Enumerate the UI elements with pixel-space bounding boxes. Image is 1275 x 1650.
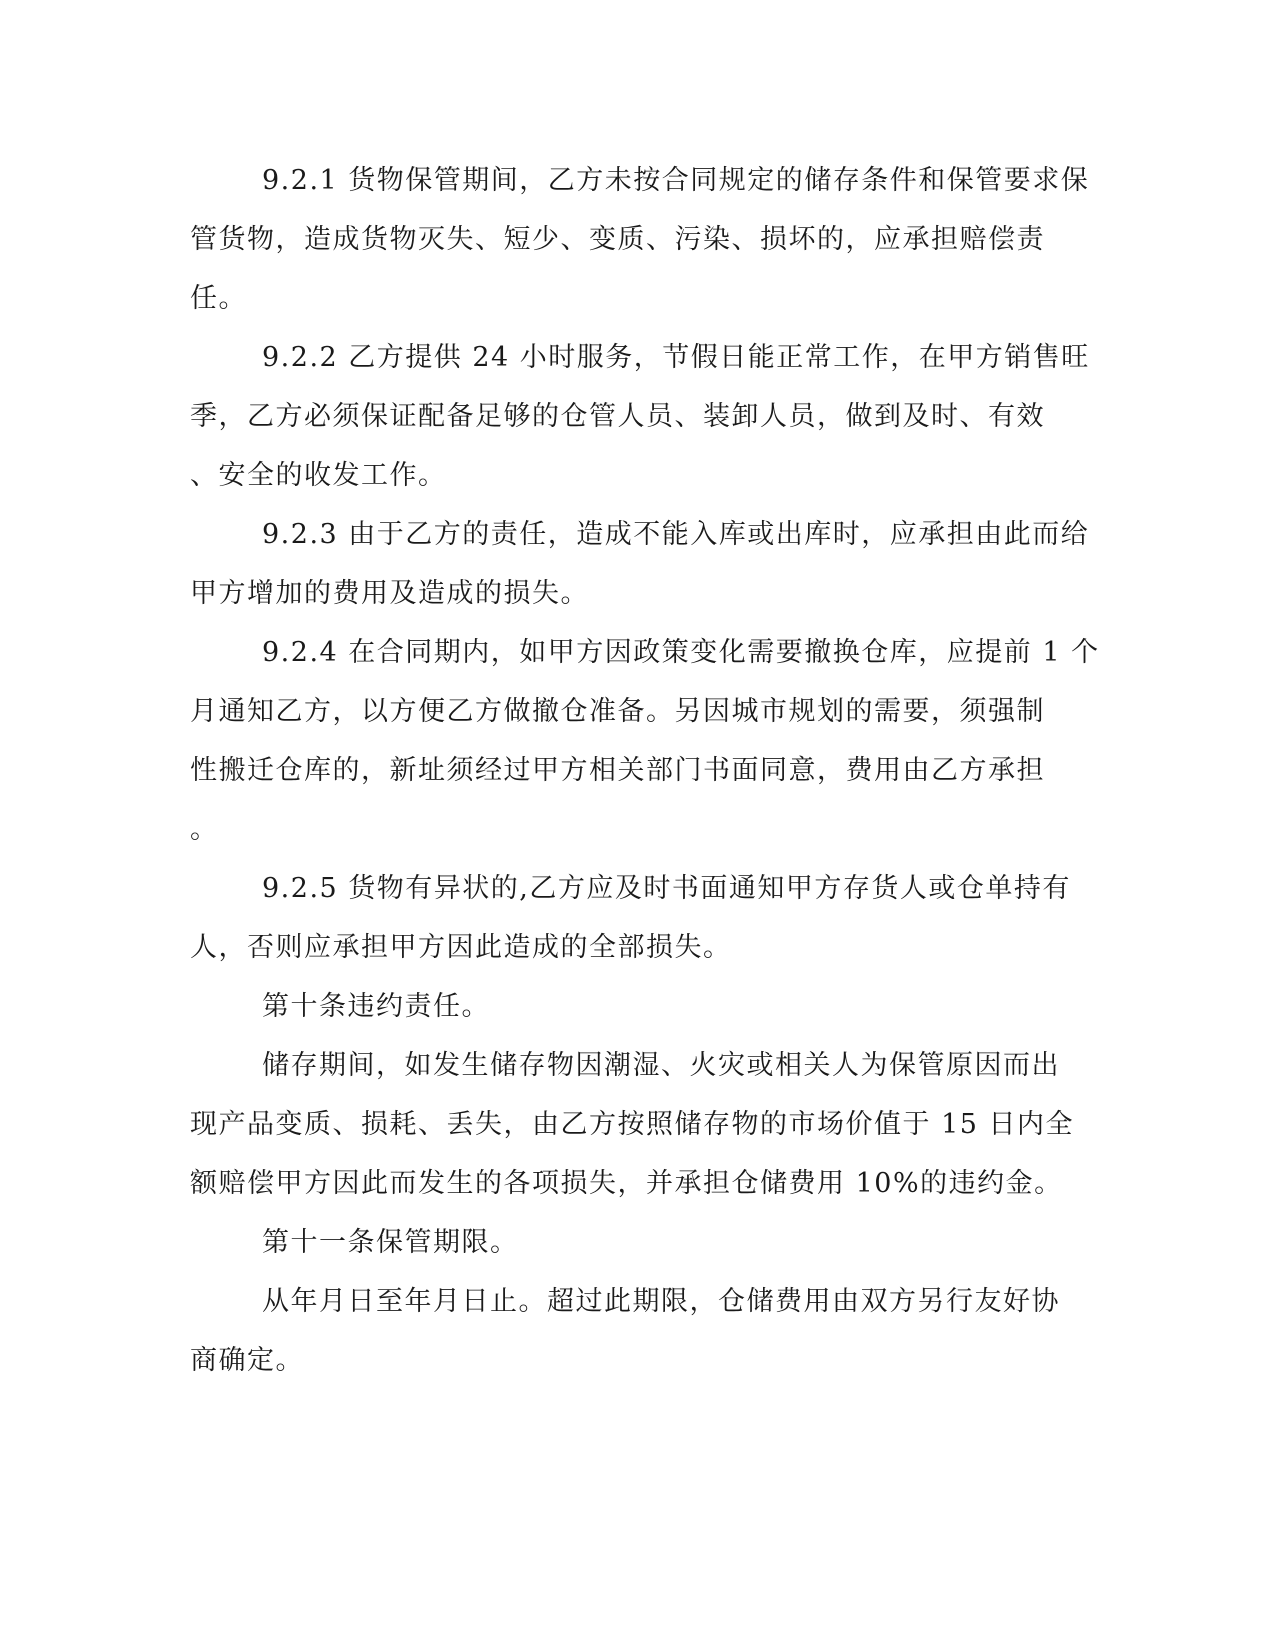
text-line: 9.2.3 由于乙方的责任，造成不能入库或出库时，应承担由此而给 <box>262 519 1090 550</box>
text-line: 储存期间，如发生储存物因潮湿、火灾或相关人为保管原因而出 <box>262 1050 1060 1081</box>
text-line: 商确定。 <box>190 1345 304 1376</box>
text-line: 9.2.5 货物有异状的,乙方应及时书面通知甲方存货人或仓单持有 <box>262 873 1071 904</box>
text-line: 任。 <box>190 283 247 314</box>
text-line: 季，乙方必须保证配备足够的仓管人员、装卸人员，做到及时、有效 <box>190 401 1045 432</box>
section-heading: 第十条违约责任。 <box>262 991 490 1022</box>
text-line: 9.2.2 乙方提供 24 小时服务，节假日能正常工作，在甲方销售旺 <box>262 342 1090 373</box>
text-line: 月通知乙方，以方便乙方做撤仓准备。另因城市规划的需要，须强制 <box>190 696 1045 727</box>
text-line: 。 <box>190 814 219 845</box>
text-line: 现产品变质、损耗、丢失，由乙方按照储存物的市场价值于 15 日内全 <box>190 1109 1075 1140</box>
section-heading: 第十一条保管期限。 <box>262 1227 519 1258</box>
text-line: 管货物，造成货物灭失、短少、变质、污染、损坏的，应承担赔偿责 <box>190 224 1045 255</box>
text-line: 额赔偿甲方因此而发生的各项损失，并承担仓储费用 10%的违约金。 <box>190 1168 1063 1199</box>
text-line: 9.2.1 货物保管期间，乙方未按合同规定的储存条件和保管要求保 <box>262 165 1090 196</box>
text-line: 9.2.4 在合同期内，如甲方因政策变化需要撤换仓库，应提前 1 个 <box>262 637 1100 668</box>
text-line: 、安全的收发工作。 <box>190 460 447 491</box>
text-line: 甲方增加的费用及造成的损失。 <box>190 578 589 609</box>
text-line: 人，否则应承担甲方因此造成的全部损失。 <box>190 932 732 963</box>
text-line: 从年月日至年月日止。超过此期限，仓储费用由双方另行友好协 <box>262 1286 1060 1317</box>
text-line: 性搬迁仓库的，新址须经过甲方相关部门书面同意，费用由乙方承担 <box>190 755 1045 786</box>
